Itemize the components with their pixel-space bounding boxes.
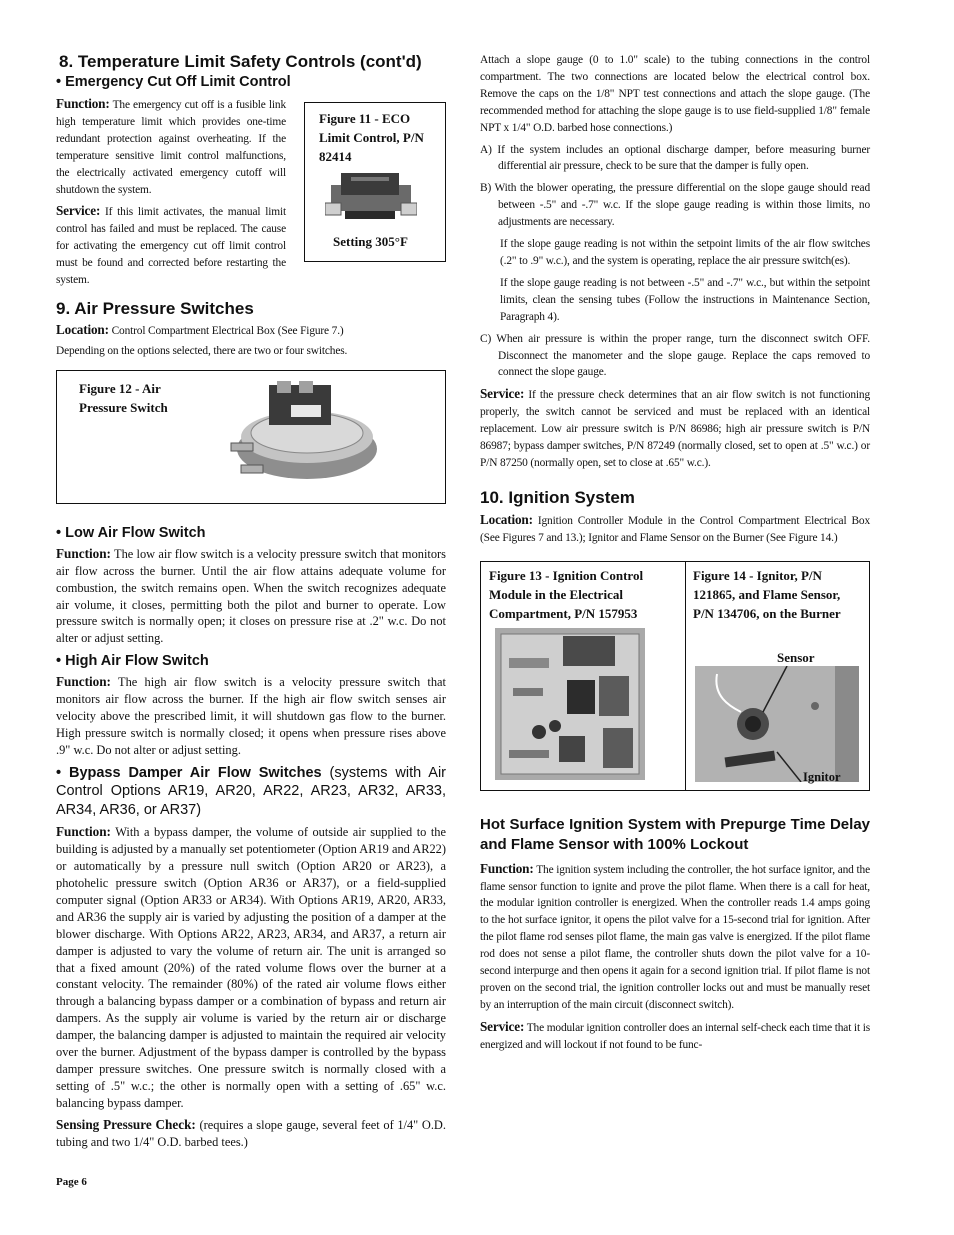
location-9: [56, 322, 446, 340]
eco-service-lead: Service:: [56, 203, 101, 219]
figure-11-box: [304, 102, 446, 262]
hot-surface-ignition-heading: Hot Surface Ignition System with Prepurge Time Delay and Flame Sensor with 100% Lockout: [480, 815, 870, 854]
attach-slope-gauge-text: Attach a slope gauge (0 to 1.0" scale) to the tubing connections in the control compartment. The two connections are located below the electrical control box. Remove the caps on the 1/8" NPT test connections and attach the slope gauge. (The recommended method for attaching the slope gauge is to use field-supplied 1/8" female NPT x 1/4" O.D. barbed hose connections.): [480, 54, 870, 134]
high-air-flow-function: [56, 674, 446, 759]
bypass-damper-function: [56, 824, 446, 1111]
service-lead: Service:: [480, 386, 525, 402]
figure-13-caption: Figure 13 - Ignition Control Module in the Electrical Compartment, P/N 157953: [489, 567, 644, 621]
location-10-lead: Location:: [480, 511, 533, 527]
hsi-service-lead: Service:: [480, 1018, 525, 1034]
sensing-pressure-check: [56, 1117, 446, 1151]
bypass-heading-bold: • Bypass Damper Air Flow Switches: [56, 764, 322, 781]
section-10-title: 10. Ignition System: [480, 487, 635, 507]
ignition-control-module-photo: [495, 628, 645, 780]
figure-12-caption: Figure 12 - Air Pressure Switch: [79, 380, 168, 415]
hsi-function-text: The ignition system including the controller, the hot surface ignitor, and the flame sensor function to ignite and prove the pilot flame. When there is a call for heat, the modular ignition controller is energized. When the controller reads 1.4 amps going to the hot surface ignitor, it opens the pilot valve for a 15-second trial for ignition. After the pilot flame rod senses pilot flame, the main gas valve is energized. If the pilot flame rod does not sense a pilot flame, the controller shuts down the pilot valve for a 10-second interpurge and then opens it again for a second ignition trial. If pilot flame is not proven on the second trial, the ignition controller locks out and must be manually reset by an interruption of the main circuit (disconnect switch).: [480, 863, 870, 1011]
figure-14-ignitor-label: Ignitor: [803, 769, 841, 784]
hsi-function-lead: Function:: [480, 860, 534, 876]
bypass-function-lead: Function:: [56, 824, 111, 840]
figure-12-box: [56, 370, 446, 504]
figures-13-14-box: [480, 561, 870, 791]
section-8-title: 8. Temperature Limit Safety Controls (cont'd): [59, 52, 422, 71]
high-air-flow-heading: • High Air Flow Switch: [56, 653, 209, 670]
page-number: Page 6: [56, 1176, 87, 1188]
bypass-heading-options: (systems with Air Control Options AR19, AR20, AR22, AR23, AR32, AR33, AR34, AR36, or AR37): [56, 764, 446, 818]
step-b-clean-tubes: If the slope gauge reading is not between -.5" and -.7" w.c., but within the setpoint limits, clean the sensing tubes (Follow the instructions in Maintenance Section, Paragraph 4).: [500, 276, 870, 323]
ignitor-sensor-photo: [695, 666, 859, 782]
left-column: [56, 52, 446, 1155]
low-function-lead: Function:: [56, 545, 111, 561]
location-10: [480, 512, 870, 547]
bypass-damper-heading: [56, 764, 446, 820]
high-function-lead: Function:: [56, 674, 111, 690]
step-b-out-of-limits: If the slope gauge reading is not within the setpoint limits of the air flow switches (.2" to .9" w.c.), and the system is operating, replace the air pressure switch(es).: [500, 238, 870, 267]
sensing-text: (requires a slope gauge, several feet of 1/4" O.D. tubing and two 1/4" O.D. barbed tees.): [56, 1117, 446, 1149]
step-a: A) If the system includes an optional discharge damper, before measuring burner differential air pressure, check to be sure that the damper is fully open.: [480, 143, 870, 173]
figure-11-caption: Figure 11 - ECO Limit Control, P/N 82414: [319, 111, 424, 164]
location-9-lead: Location:: [56, 321, 109, 337]
figure-14-caption: Figure 14 - Ignitor, P/N 121865, and Flame Sensor, P/N 134706, on the Burner: [693, 567, 841, 621]
figure-14-sensor-label: Sensor: [777, 649, 815, 665]
figure-divider: [685, 562, 686, 790]
bypass-function-text: With a bypass damper, the volume of outside air supplied to the building is adjusted by a manually set potentiometer (Option AR19 and AR22) or automatically by a pressure null switch (Option AR20 or AR23), a photohelic pressure switch (Option AR36 or AR37), or a field-supplied computer signal (Option AR33 or AR34). With Options AR19, AR20, AR33, and AR36 the supply air is varied by adjusting the position of a damper at the blower discharge. With Options AR22, AR23, AR34, and AR37, a return air damper is adjusted to vary the volume of return air. The unit is arranged so that a fixed amount (20%) of the rated volume flows over the burner at a constant velocity. The remainder (80%) of the rated air volume flows either through a balancing bypass damper or a combination of bypass and return air dampers. As the supply air volume is varied by the return air or discharge damper, the balancing damper is adjusted to maintain the required air velocity over the burner. Adjustment of the bypass damper is controlled by the bypass damper pressure switches. One pressure switch is normally closed with a setting of .5" w.c.; the other is normally open with a setting of .65" w.c. balancing bypass damper.: [56, 825, 446, 1110]
eco-service-text: If this limit activates, the manual limit control has failed and must be replaced. The cause for activating the emergency cut off limit control must be found and corrected before restarting the system.: [56, 206, 286, 287]
pressure-switch-service: [480, 386, 870, 472]
hsi-service: [480, 1019, 870, 1054]
eco-heading: • Emergency Cut Off Limit Control: [56, 74, 291, 90]
service-text: If the pressure check determines that an air flow switch is not functioning properly, the switch cannot be serviced and must be replaced with an identical replacement. Low air pressure switch is P/N 86986; high air pressure switch is P/N 86987; bypass damper switches, P/N 87249 (normally closed, set to open at .5" w.c.) or P/N 87250 (normally open, set to close at .65" w.c.).: [480, 389, 870, 469]
eco-function-text: The emergency cut off is a fusible link high temperature limit which provides one-time redundant protection against overheating. If the temperature sensitive limit control malfunctions, the electrically activated emergency cutoff will shutdown the system.: [56, 99, 286, 196]
figure-11-setting: Setting 305°F: [333, 234, 408, 249]
switch-count-text: Depending on the options selected, there are two or four switches.: [56, 344, 348, 357]
sensing-lead: Sensing Pressure Check:: [56, 1116, 196, 1132]
air-pressure-switch-photo: [227, 377, 387, 495]
step-b: B) With the blower operating, the pressure differential on the slope gauge should read between -.5" and -.7" w.c. If the slope gauge reading is within those limits, no adjustments are necessary.: [480, 182, 870, 229]
low-air-flow-function: [56, 546, 446, 647]
high-function-text: The high air flow switch is a velocity pressure switch that monitors air flow across the burner. If the high air flow switch senses air velocity above the prescribed limit, it will shutdown gas flow to the burner. High pressure switch is normally closed; it opens when pressure rises above .9" w.c. Do not alter or adjust setting.: [56, 675, 446, 757]
location-9-text: Control Compartment Electrical Box (See Figure 7.): [108, 324, 344, 337]
low-function-text: The low air flow switch is a velocity pressure switch that monitors air flow across the burner. Until the air flow attains adequate volume for combustion, the switch remains open. When the switch recognizes adequate air volume, it closes, permitting both the pilot and burner to operate. Low pressure switch is normally open; it closes on pressure rise at .2" w.c. Do not alter or adjust setting.: [56, 546, 446, 646]
low-air-flow-heading: • Low Air Flow Switch: [56, 524, 206, 541]
hsi-function: [480, 861, 870, 1014]
eco-function-lead: Function:: [56, 96, 110, 111]
location-10-text: Ignition Controller Module in the Control Compartment Electrical Box (See Figures 7 and 13.); Ignitor and Flame Sensor on the Burner (See Figure 14.): [480, 514, 870, 544]
right-column: [480, 52, 870, 1059]
hsi-service-text: The modular ignition controller does an internal self-check each time that it is energized and will lockout if not found to be func-: [480, 1021, 870, 1051]
eco-limit-control-photo: [325, 167, 417, 225]
section-9-title: 9. Air Pressure Switches: [56, 298, 254, 318]
step-c: C) When air pressure is within the proper range, turn the disconnect switch OFF. Disconnect the manometer and the slope gauge. Replace the caps removed to connect the slope gauge.: [480, 332, 870, 379]
